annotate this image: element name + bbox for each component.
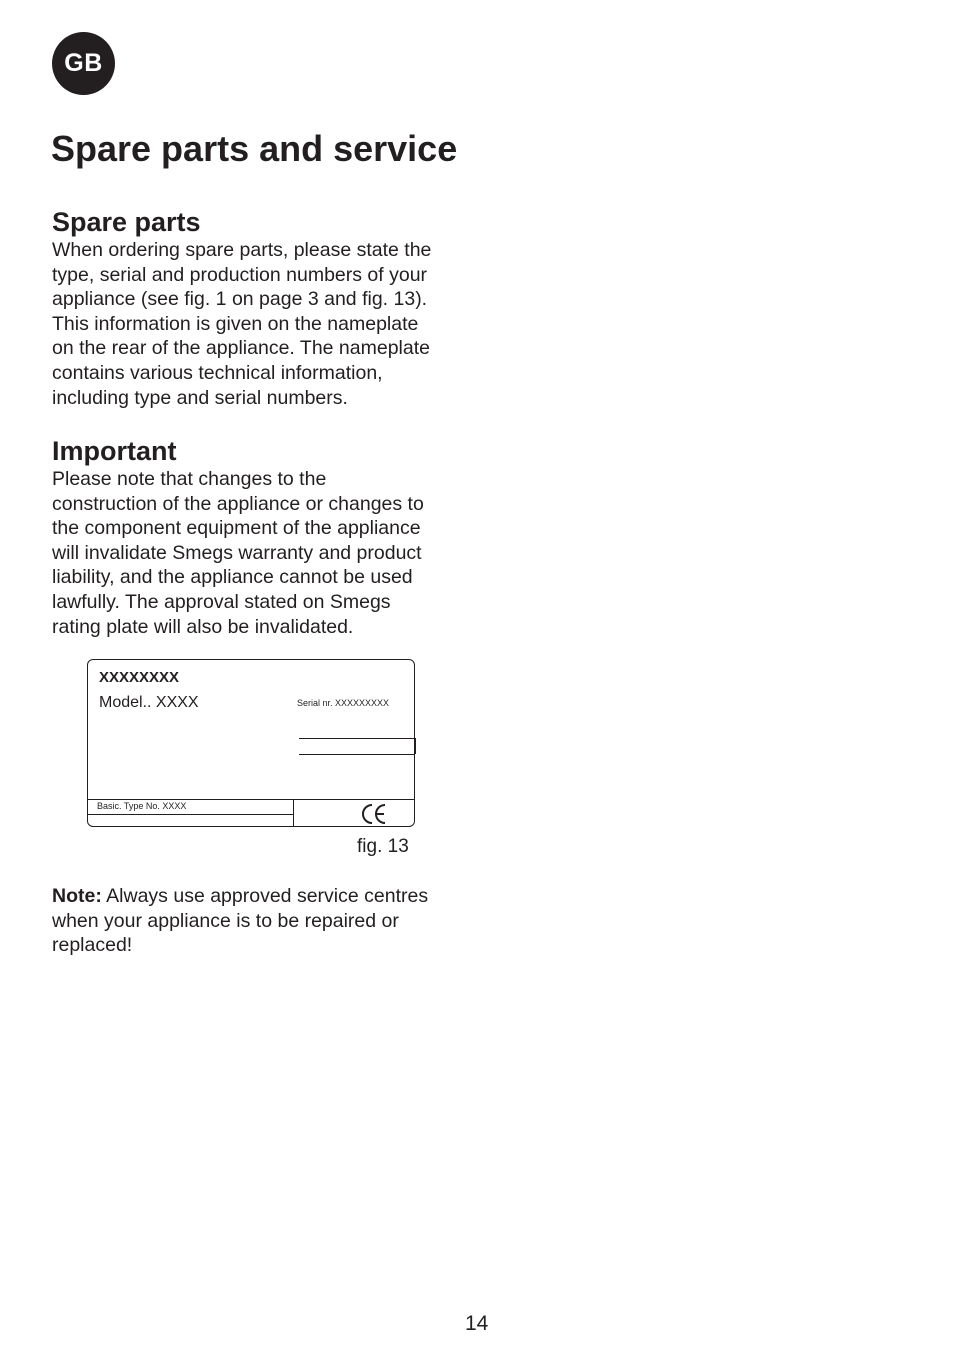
page-number: 14 [465, 1312, 489, 1335]
language-badge-label: GB [64, 49, 103, 77]
paragraph-line: lawfully. The approval stated on Smegs [52, 590, 391, 613]
paragraph-line: Please note that changes to the [52, 468, 327, 490]
note-line: replaced! [52, 934, 133, 957]
nameplate-figure [87, 659, 415, 827]
nameplate-serial: Serial nr. XXXXXXXXX [297, 698, 390, 708]
page-title: Spare parts and service [51, 128, 458, 169]
important-paragraph [52, 467, 462, 639]
nameplate-cell-divider [293, 799, 294, 827]
spare-parts-paragraph [52, 238, 462, 410]
paragraph-line: construction of the appliance or changes to [52, 492, 424, 515]
important-heading: Important [52, 436, 177, 466]
paragraph-line: liability, and the appliance cannot be used [52, 566, 413, 589]
spare-parts-heading: Spare parts [52, 207, 201, 237]
note-line [52, 884, 472, 909]
language-badge [52, 32, 115, 95]
nameplate-field-line [299, 738, 415, 739]
nameplate-brand: XXXXXXXX [99, 669, 180, 686]
nameplate-basic-underline [88, 814, 294, 815]
ce-mark-icon [361, 802, 387, 826]
paragraph-line: including type and serial numbers. [52, 386, 348, 409]
paragraph-line: on the rear of the appliance. The nameplate [52, 337, 430, 360]
paragraph-line: rating plate will also be invalidated. [52, 615, 354, 638]
note-line: when your appliance is to be repaired or [52, 909, 399, 932]
nameplate-basic-type: Basic. Type No. XXXX [97, 801, 187, 811]
nameplate-model: Model.. XXXX [99, 694, 199, 711]
figure-caption: fig. 13 [357, 836, 409, 857]
nameplate-bottom-divider [88, 799, 415, 800]
paragraph-line: contains various technical information, [52, 361, 383, 384]
note-label: Note: [52, 885, 102, 907]
service-note [52, 884, 472, 958]
note-text: Always use approved service centres [101, 885, 429, 907]
paragraph-line: appliance (see fig. 1 on page 3 and fig. 13). [52, 288, 428, 311]
paragraph-line: type, serial and production numbers of your [52, 263, 428, 286]
paragraph-line: When ordering spare parts, please state the [52, 239, 432, 261]
paragraph-line: This information is given on the nameplate [52, 312, 419, 335]
paragraph-line: the component equipment of the appliance [52, 517, 421, 540]
nameplate-field-edge [415, 738, 416, 754]
paragraph-line: will invalidate Smegs warranty and product [52, 541, 422, 564]
nameplate-field-line [299, 754, 415, 755]
